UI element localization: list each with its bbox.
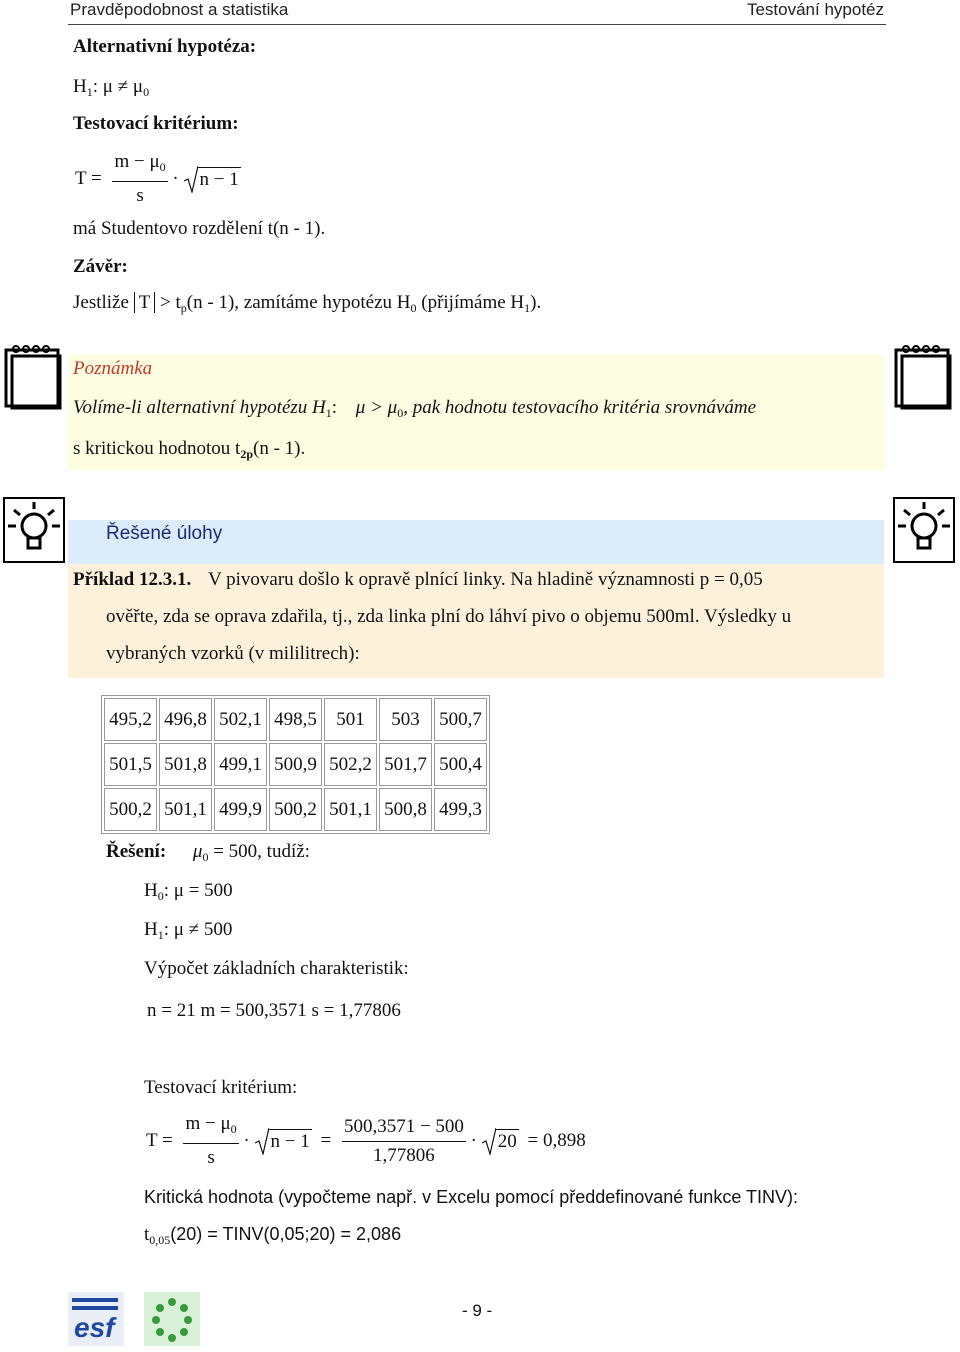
table-cell: 499,1 (214, 743, 267, 786)
table-cell: 500,8 (379, 788, 432, 831)
esf-logo (68, 1292, 200, 1346)
lightbulb-icon (2, 496, 66, 564)
notepad-icon (892, 342, 956, 410)
note-title: Poznámka (73, 358, 153, 379)
table-cell: 500,2 (269, 788, 322, 831)
table-cell: 501,8 (159, 743, 212, 786)
table-cell: 499,3 (434, 788, 487, 831)
calc-heading: Výpočet základních charakteristik: (144, 958, 409, 979)
solved-title: Řešené úlohy (106, 523, 223, 544)
table-cell: 500,4 (434, 743, 487, 786)
example-line-2: ověřte, zda se oprava zdařila, tj., zda linka plní do láhví pivo o objemu 500ml. Výsledky u (106, 606, 792, 627)
table-cell: 501,1 (159, 788, 212, 831)
esf-logo-text: esf (74, 1312, 115, 1343)
example-line-3: vybraných vzorků (v mililitrech): (106, 643, 360, 664)
table-row (104, 788, 487, 831)
table-cell: 501,5 (104, 743, 157, 786)
table-row (104, 743, 487, 786)
conclusion-text: Jestliže $T > t_p(n - 1)$, zamítáme hypotézu $H_0$ (přijímáme $H_1$). (73, 292, 542, 315)
test-formula-computed: T = $\frac{m - \mu_0}{s}$ · n − 1 = $\frac{500,3571 - 500}{1,77806}$ · 20 = 0,898 (146, 1113, 586, 1168)
table-cell: 502,2 (324, 743, 377, 786)
table-cell: 501 (324, 698, 377, 741)
example-line-1: Příklad 12.3.1. V pivovaru došlo k opravě plnící linky. Na hladině významnosti p = 0,05 (73, 569, 763, 590)
table-cell: 498,5 (269, 698, 322, 741)
conclusion-heading: Závěr: (73, 256, 128, 277)
table-cell: 502,1 (214, 698, 267, 741)
distribution-text: má Studentovo rozdělení t(n - 1). (73, 218, 326, 239)
data-table (101, 695, 490, 834)
page-number: - 9 - (462, 1301, 493, 1320)
table-cell: 500,9 (269, 743, 322, 786)
criterion-heading-2: Testovací kritérium: (144, 1077, 298, 1098)
table-cell: 500,2 (104, 788, 157, 831)
alt-heading: Alternativní hypotéza: (73, 36, 257, 57)
note-line-2: s kritickou hodnotou $t_{2p}(n - 1)$. (73, 438, 306, 461)
table-cell: 495,2 (104, 698, 157, 741)
null-hypothesis: $H_0$: μ = 500 (144, 880, 233, 903)
stats-line: n = 21 m = 500,3571 s = 1,77806 (147, 1000, 401, 1021)
test-formula: T = $\frac{m - \mu_0}{s}$ · n − 1 (75, 151, 239, 206)
table-cell: 496,8 (159, 698, 212, 741)
table-cell: 503 (379, 698, 432, 741)
criterion-heading: Testovací kritérium: (73, 113, 239, 134)
solution-line: Řešení: $\mu_0 = 500$, tudíž: (106, 841, 310, 864)
table-cell: 499,9 (214, 788, 267, 831)
critical-value-text: Kritická hodnota (vypočteme např. v Excelu pomocí předdefinované funkce TINV): (144, 1187, 799, 1207)
alt-hypothesis: $H_1$: $\mu \ne \mu_0$ (73, 76, 150, 99)
table-row (104, 698, 487, 741)
table-cell: 501,1 (324, 788, 377, 831)
note-line-1: Volíme-li alternativní hypotézu $H_1$: $\mu > \mu_0$, pak hodnotu testovacího kritéria srovnáváme (73, 397, 757, 420)
header-right: Testování hypotéz (746, 0, 884, 19)
header-rule (68, 24, 886, 25)
header-left: Pravděpodobnost a statistika (70, 0, 289, 19)
table-cell: 501,7 (379, 743, 432, 786)
notepad-icon (2, 342, 66, 410)
lightbulb-icon (892, 496, 956, 564)
tinv-line: $t_{0,05}(20)$ = TINV(0,05;20) = 2,086 (144, 1224, 402, 1247)
table-cell: 500,7 (434, 698, 487, 741)
alt-hypothesis-example: $H_1$: μ ≠ 500 (144, 919, 233, 942)
